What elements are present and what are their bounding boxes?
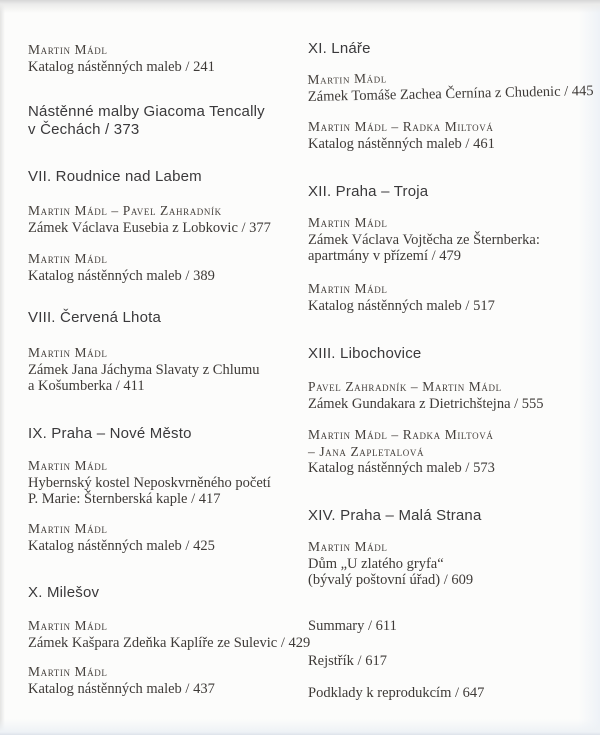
section-heading-line: VII. Roudnice nad Labem [28,168,202,185]
entry-authors: Martin Mádl [308,215,388,230]
entry-title-line: Rejstřík / 617 [308,653,387,669]
section-heading-line: Nástěnné malby Giacoma Tencally [28,103,265,120]
entry-title-line: Katalog nástěnných maleb / 241 [28,58,215,75]
toc-section-heading [308,40,600,58]
entry-authors: Martin Mádl – Radka Miltová [308,119,494,134]
toc-left-column [28,0,320,735]
entry-authors: Martin Mádl [28,618,108,633]
toc-entry [308,215,600,265]
toc-entry [28,521,320,554]
section-heading-line: X. Milešov [28,584,100,601]
entry-authors: Martin Mádl [308,281,388,296]
entry-title-line: Zámek Václava Vojtěcha ze Šternberka: [308,231,540,248]
toc-right-column [308,0,600,735]
entry-title-line: Zámek Kašpara Zdeňka Kaplíře ze Sulevic / 429 [28,634,311,651]
section-heading-line: XIII. Libochovice [308,345,422,362]
toc-backmatter-entry [308,685,600,702]
toc-section-heading [28,425,320,443]
section-heading-line: VIII. Červená Lhota [28,309,162,326]
toc-entry [308,281,600,314]
entry-title-line: Dům „U zlatého gryfa“ [308,555,444,572]
toc-section-heading [308,183,600,201]
toc-entry [28,251,320,284]
toc-section-heading [308,507,600,525]
entry-authors: – Jana Zapletalová [308,443,425,459]
toc-entry [28,664,320,697]
toc-backmatter-entry [308,653,600,670]
toc-entry [308,539,600,589]
toc-entry [28,618,320,651]
entry-title-line: a Košumberka / 411 [28,378,145,394]
entry-title-line: Katalog nástěnných maleb / 573 [308,460,495,476]
entry-authors: Martin Mádl [307,70,388,88]
entry-authors: Martin Mádl [28,251,108,266]
entry-title-line: Katalog nástěnných maleb / 389 [28,267,215,284]
toc-backmatter-entry [308,618,600,635]
toc-section-heading [28,168,320,186]
toc-entry [308,119,600,152]
entry-title-line: Katalog nástěnných maleb / 437 [28,680,215,697]
entry-authors: Martin Mádl [28,458,108,473]
toc-section-heading [308,345,600,363]
section-heading-line: v Čechách / 373 [28,121,140,138]
section-heading-line: IX. Praha – Nové Město [28,425,192,442]
entry-title-line: P. Marie: Šternberská kaple / 417 [28,491,221,507]
entry-title-line: Katalog nástěnných maleb / 425 [28,537,215,554]
section-heading-line: XII. Praha – Troja [308,183,429,200]
entry-title-line: Zámek Gundakara z Dietrichštejna / 555 [308,395,544,412]
entry-title-line: Hybernský kostel Neposkvrněného početí [28,474,271,491]
toc-entry [308,427,600,477]
entry-title-line: Podklady k reprodukcím / 647 [308,685,485,701]
entry-authors: Martin Mádl [28,664,108,679]
entry-title-line: Summary / 611 [308,618,397,634]
entry-authors: Martin Mádl [308,539,388,554]
toc-section-heading [28,584,320,602]
entry-authors: Martin Mádl – Radka Miltová [308,427,494,442]
section-heading-line: XI. Lnáře [308,40,371,57]
entry-authors: Martin Mádl [28,521,108,536]
entry-title-line: Zámek Václava Eusebia z Lobkovic / 377 [28,219,271,236]
entry-title-line: Zámek Jana Jáchyma Slavaty z Chlumu [28,361,260,378]
toc-entry [28,458,320,508]
toc-entry [307,66,600,105]
entry-authors: Martin Mádl [28,345,108,360]
toc-section-heading [28,309,320,327]
toc-section-heading [28,103,320,139]
entry-authors: Martin Mádl – Pavel Zahradník [28,203,222,218]
toc-entry [28,203,320,236]
entry-title-line: (bývalý poštovní úřad) / 609 [308,572,474,588]
entry-title-line: apartmány v přízemí / 479 [308,248,462,264]
entry-title-line: Katalog nástěnných maleb / 461 [308,135,495,152]
section-heading-line: XIV. Praha – Malá Strana [308,507,482,524]
toc-entry [28,42,320,75]
entry-authors: Martin Mádl [28,42,108,57]
toc-entry [308,379,600,412]
entry-authors: Pavel Zahradník – Martin Mádl [308,379,502,394]
entry-title-line: Katalog nástěnných maleb / 517 [308,297,495,314]
entry-title-line: Zámek Tomáše Zachea Černína z Chudenic / 445 [307,82,594,105]
toc-entry [28,345,320,395]
